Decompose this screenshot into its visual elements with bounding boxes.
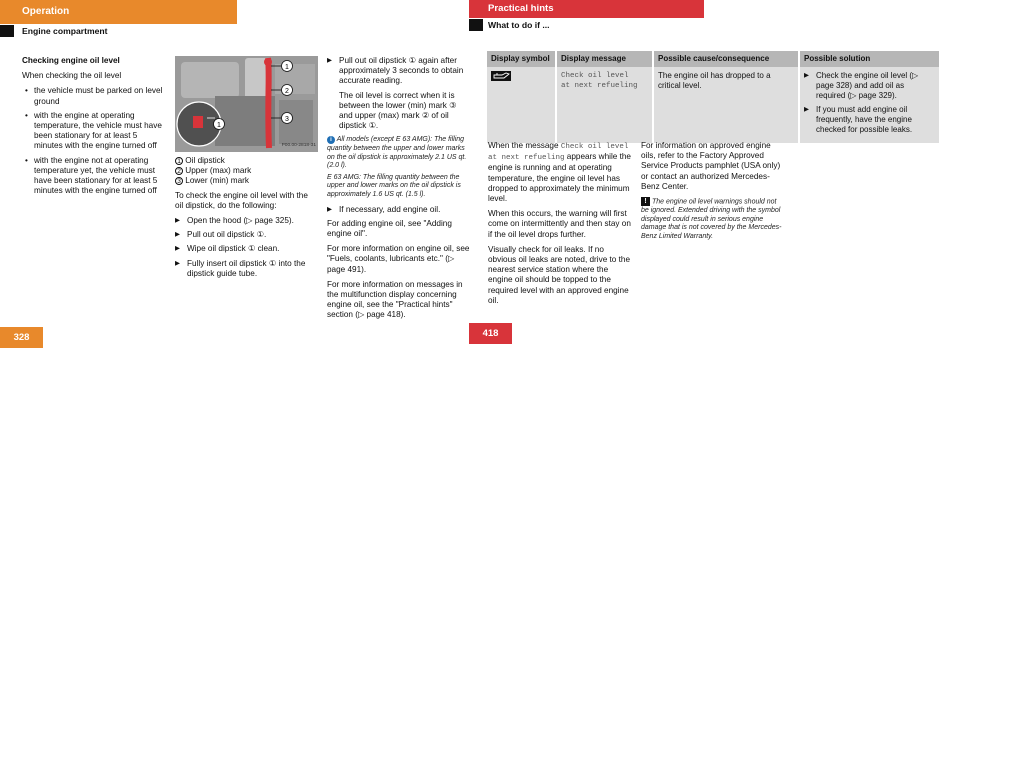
step-item: ▶ Check the engine oil level (▷ page 328) and add oil as required (▷ page 329). [804, 71, 935, 101]
image-code: P00.00-2818-31 [281, 142, 316, 148]
intermittent-warning: When this occurs, the warning will first come on intermittently and then stay on if the oil level drops further. [488, 209, 631, 239]
check-intro: To check the engine oil level with the oil dipstick, do the following: [175, 190, 308, 210]
heading-checking-oil: Checking engine oil level [22, 56, 120, 65]
section-title: Practical hints [488, 3, 554, 14]
warning-icon: ! [641, 197, 650, 206]
engine-illustration [175, 56, 318, 152]
step-item: ▶ Pull out oil dipstick ①. [175, 230, 318, 240]
col-header: Display symbol [487, 51, 556, 67]
adding-oil-ref: For adding engine oil, see "Adding engine oil". [327, 218, 452, 238]
svg-text:3: 3 [285, 116, 289, 123]
engine-oil-ref: For more information on engine oil, see "Fuels, coolants, lubricants etc." (▷ page 491). [327, 244, 470, 274]
step-item: ▶ Fully insert oil dipstick ① into the dipstick guide tube. [175, 259, 318, 279]
oil-level-correct: The oil level is correct when it is between the lower (min) mark ③ and upper (max) mark ② of oil dipstick ①. [339, 90, 457, 131]
engine-photo [175, 56, 318, 152]
oil-can-icon [491, 71, 511, 81]
subtitle-marker [469, 19, 483, 31]
table-row [487, 67, 939, 143]
section-title: Operation [22, 6, 70, 17]
note-all-models: i All models (except E 63 AMG): The filling quantity between the upper and lower marks on the oil dipstick is approximately 2.1 US qt. (2.0 l). [327, 136, 467, 170]
column-approved-oils [641, 141, 785, 241]
svg-text:2: 2 [285, 88, 289, 95]
col-header: Possible solution [799, 51, 939, 67]
column-message-explanation [488, 141, 634, 311]
column-continued [327, 56, 470, 326]
section-header-operation [0, 0, 237, 24]
svg-text:1: 1 [217, 122, 221, 129]
list-item: • with the engine at operating temperature, the vehicle must have been stationary for at least 5 minutes with the engine turned off [22, 111, 164, 152]
damage-warning: ! The engine oil level warnings should not be ignored. Extended driving with the symbol displayed could result in serious engine damage that is not covered by the Mercedes-Benz Limited Warranty. [641, 198, 782, 240]
legend-item-3: 3 Lower (min) mark [175, 176, 318, 186]
intro-text: When checking the oil level [22, 71, 122, 81]
step-item: ▶ Wipe oil dipstick ① clean. [175, 244, 318, 254]
info-icon: i [327, 136, 335, 144]
steps-list [175, 216, 318, 279]
cause-cell: The engine oil has dropped to a critical level. [653, 67, 799, 143]
col-header: Display message [556, 51, 653, 67]
column-intro [22, 56, 164, 200]
svg-text:1: 1 [285, 64, 289, 71]
list-item: • with the engine not at operating temperature yet, the vehicle must have been stationary for at least 5 minutes with the engine turned off [22, 156, 164, 197]
step-item: ▶ If you must add engine oil frequently, have the engine checked for possible leaks. [804, 105, 935, 135]
table-header-row [487, 51, 939, 67]
step-item: ▶ If necessary, add engine oil. [327, 205, 470, 215]
solution-cell [799, 67, 939, 143]
page-number-right: 418 [469, 323, 512, 344]
symbol-cell [487, 67, 556, 143]
legend-item-2: 2 Upper (max) mark [175, 166, 318, 176]
step-item: ▶ Open the hood (▷ page 325). [175, 216, 318, 226]
section-header-practical-hints [469, 0, 704, 18]
legend-item-1: 1 Oil dipstick [175, 156, 318, 166]
approved-oils-info: For information on approved engine oils, refer to the Factory Approved Service Products pamphlet (USA only) or contact an authorized Mercedes-Benz Center. [641, 141, 781, 191]
col-header: Possible cause/consequence [653, 51, 799, 67]
message-explanation: When the message Check oil level at next refueling appears while the engine is running and at operating temperature, the engine oil level has dropped to approximately the minimum level. [488, 141, 631, 204]
message-cell: Check oil level at next refueling [556, 67, 653, 143]
column-procedure [175, 156, 318, 283]
display-messages-table [487, 51, 939, 143]
messages-ref: For more information on messages in the multifunction display concerning engine oil, see the "Practical hints" section (▷ page 418). [327, 279, 463, 320]
step-item: ▶ Pull out oil dipstick ① again after approximately 3 seconds to obtain accurate reading. [327, 56, 470, 87]
page-number-left: 328 [0, 327, 43, 348]
page-subtitle: What to do if ... [488, 20, 550, 30]
conditions-list [22, 86, 164, 196]
page-subtitle: Engine compartment [22, 26, 108, 36]
note-e63-amg: E 63 AMG: The filling quantity between the upper and lower marks on the oil dipstick is approximately 1.6 US qt. (1.5 l). [327, 173, 461, 198]
list-item: • the vehicle must be parked on level ground [22, 86, 164, 106]
check-leaks: Visually check for oil leaks. If no obvious oil leaks are noted, drive to the nearest service station where the engine oil should be topped to the required level with an approved engine oil. [488, 244, 631, 305]
subtitle-marker [0, 25, 14, 37]
